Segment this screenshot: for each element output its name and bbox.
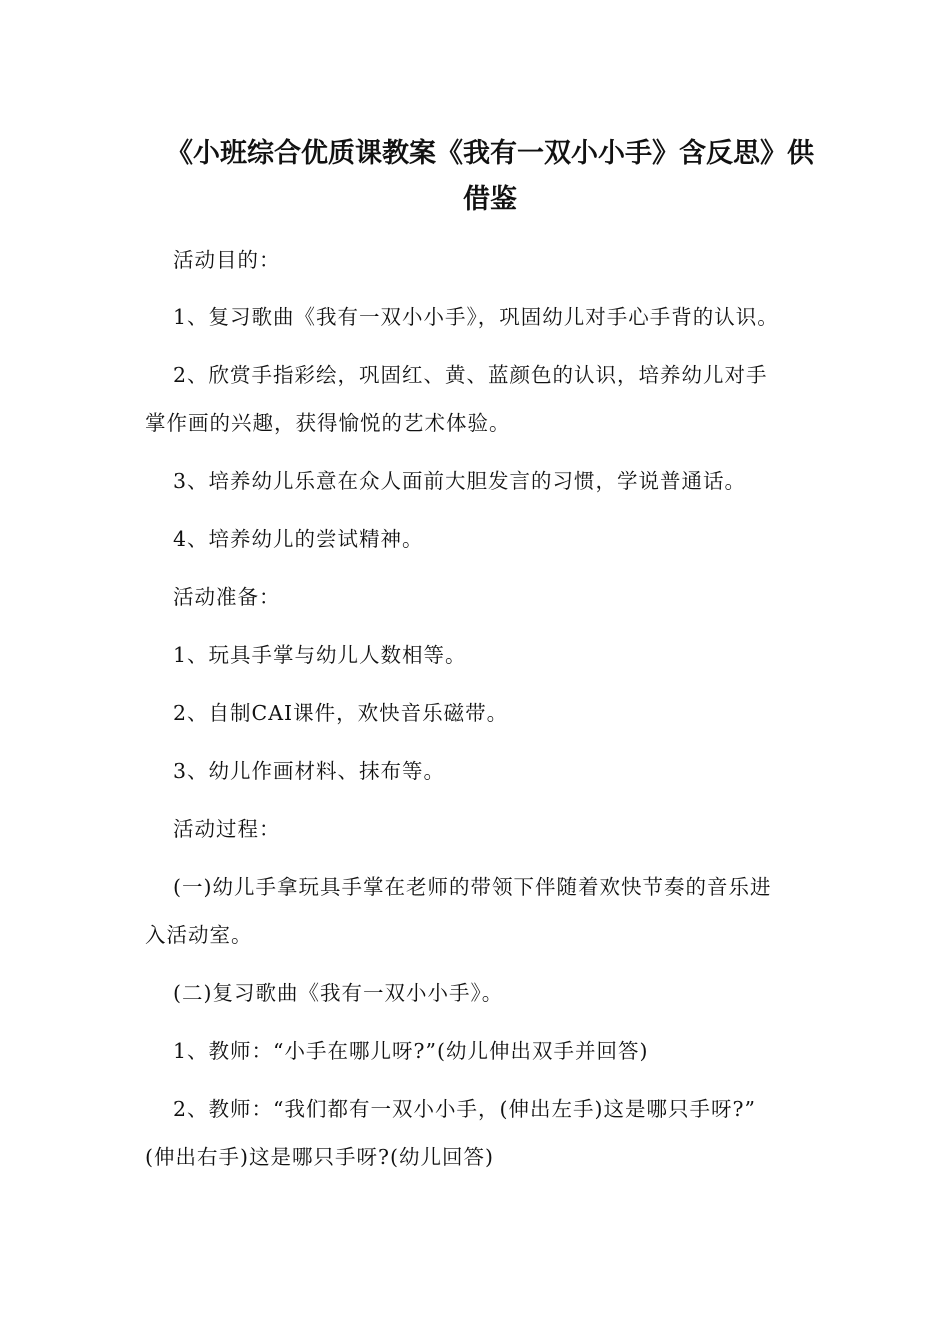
paragraph-line: 2、自制CAI课件，欢快音乐磁带。 <box>173 701 509 725</box>
paragraph-line: 3、培养幼儿乐意在众人面前大胆发言的习惯，学说普通话。 <box>173 469 747 493</box>
paragraph-line: (二)复习歌曲《我有一双小小手》。 <box>173 981 504 1005</box>
section-heading-process: 活动过程： <box>173 817 281 841</box>
paragraph-line: (伸出右手)这是哪只手呀?(幼儿回答) <box>145 1145 494 1169</box>
section-heading-objectives: 活动目的： <box>173 248 281 272</box>
paragraph-line: 1、教师：“小手在哪儿呀?”(幼儿伸出双手并回答) <box>173 1039 649 1063</box>
paragraph-line: 2、欣赏手指彩绘，巩固红、黄、蓝颜色的认识，培养幼儿对手 <box>173 363 768 387</box>
section-heading-preparation: 活动准备： <box>173 585 281 609</box>
paragraph-line: 3、幼儿作画材料、抹布等。 <box>173 759 446 783</box>
paragraph-line: 入活动室。 <box>145 923 253 947</box>
document-title-line-2: 借鉴 <box>463 184 517 215</box>
paragraph-line: (一)幼儿手拿玩具手掌在老师的带领下伴随着欢快节奏的音乐进 <box>173 875 772 899</box>
paragraph-line: 掌作画的兴趣，获得愉悦的艺术体验。 <box>145 411 511 435</box>
document-title-line-1: 《小班综合优质课教案《我有一双小小手》含反思》供 <box>166 138 814 169</box>
paragraph-line: 1、玩具手掌与幼儿人数相等。 <box>173 643 467 667</box>
paragraph-line: 1、复习歌曲《我有一双小小手》，巩固幼儿对手心手背的认识。 <box>173 305 779 329</box>
paragraph-line: 4、培养幼儿的尝试精神。 <box>173 527 424 551</box>
paragraph-line: 2、教师：“我们都有一双小小手，(伸出左手)这是哪只手呀?” <box>173 1097 756 1121</box>
